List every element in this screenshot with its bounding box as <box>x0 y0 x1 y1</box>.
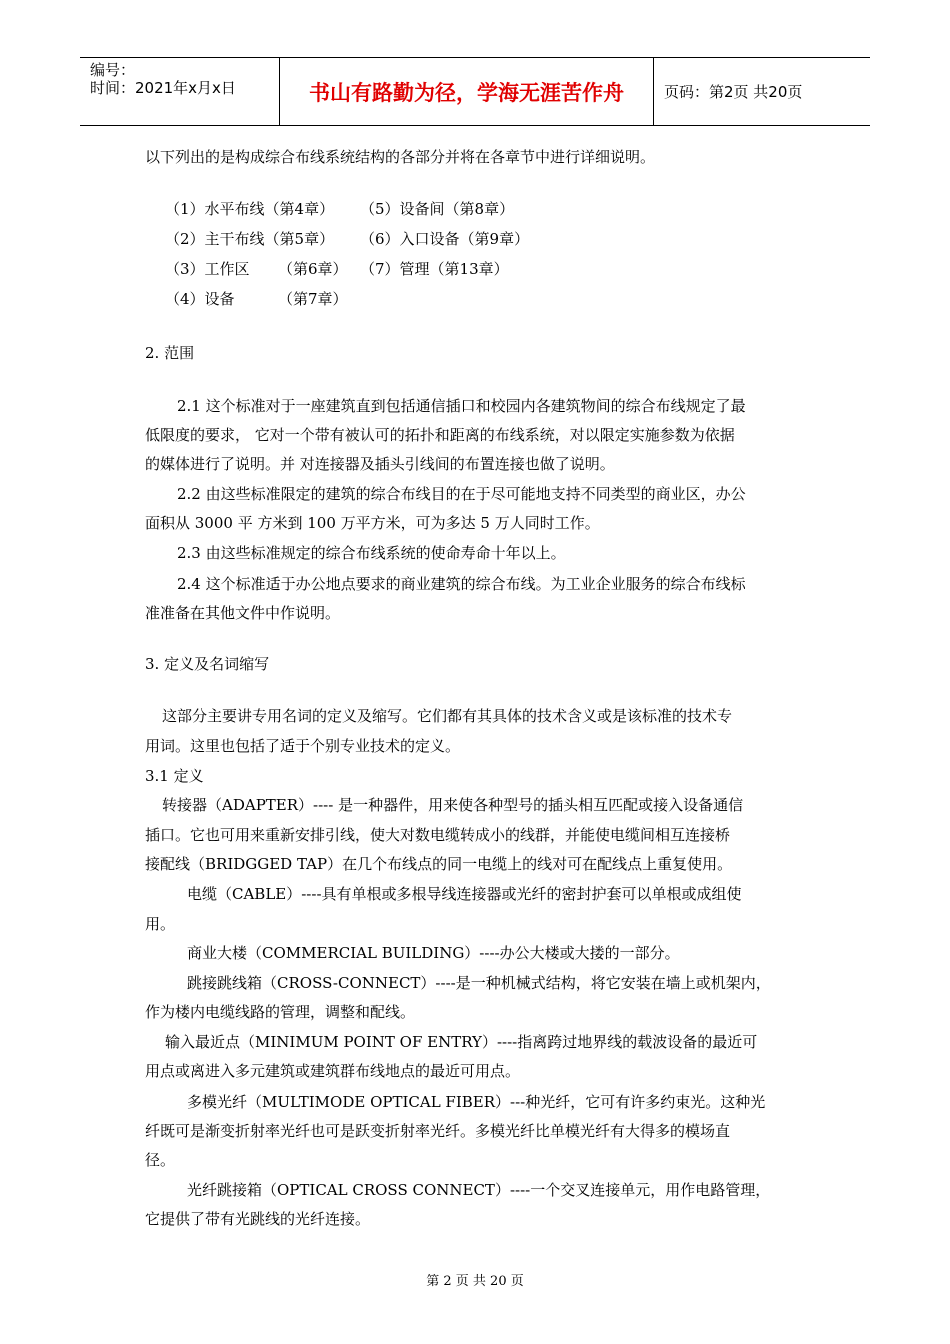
list-item: （4）设备 <box>165 290 235 308</box>
subsection-heading: 3.1 定义 <box>145 767 204 785</box>
list-item: （7）管理（第13章） <box>360 260 509 278</box>
text-line: 商业大楼（COMMERCIAL BUILDING）----办公大楼或大搂的一部分。 <box>187 944 680 962</box>
text-line: 2.3 由这些标准规定的综合布线系统的使命寿命十年以上。 <box>177 544 566 562</box>
text-line: 转接器（ADAPTER）---- 是一种器件，用来使各种型号的插头相互匹配或接入设备通信 <box>162 796 744 814</box>
list-item: （2）主干布线（第5章） <box>165 230 335 248</box>
document-date: 时间：2021年x月x日 <box>90 79 236 97</box>
text-line: 接配线（BRIDGGED TAP）在几个布线点的同一电缆上的线对可在配线点上重复使用。 <box>145 855 733 873</box>
section-heading: 3. 定义及名词缩写 <box>145 655 270 673</box>
page-header <box>80 57 870 126</box>
text-line: 它提供了带有光跳线的光纤连接。 <box>145 1210 371 1228</box>
text-line: 2.1 这个标准对于一座建筑直到包括通信插口和校园内各建筑物间的综合布线规定了最 <box>177 397 746 415</box>
text-line: 径。 <box>145 1151 176 1169</box>
list-item: （第7章） <box>278 290 348 308</box>
text-line: 的媒体进行了说明。并 对连接器及插头引线间的布置连接也做了说明。 <box>145 455 615 473</box>
header-motto: 书山有路勤为径，学海无涯苦作舟 <box>280 58 654 125</box>
section-heading: 2. 范围 <box>145 344 195 362</box>
text-line: 输入最近点（MINIMUM POINT OF ENTRY）----指离跨过地界线的载波设备的最近可 <box>165 1033 758 1051</box>
text-line: 跳接跳线箱（CROSS-CONNECT）----是一种机械式结构，将它安装在墙上或机架内， <box>187 974 771 992</box>
list-item: （5）设备间（第8章） <box>360 200 515 218</box>
text-line: 用词。这里也包括了适于个别专业技术的定义。 <box>145 737 461 755</box>
text-line: 这部分主要讲专用名词的定义及缩写。它们都有其具体的技术含义或是该标准的技术专 <box>162 707 733 725</box>
text-line: 电缆（CABLE）----具有单根或多根导线连接器或光纤的密封护套可以单根或成组使 <box>187 885 742 903</box>
text-line: 作为楼内电缆线路的管理，调整和配线。 <box>145 1003 416 1021</box>
text-line: 2.2 由这些标准限定的建筑的综合布线目的在于尽可能地支持不同类型的商业区，办公 <box>177 485 746 503</box>
text-line: 准准备在其他文件中作说明。 <box>145 604 341 622</box>
document-number-label: 编号： <box>90 61 136 79</box>
text-line: 光纤跳接箱（OPTICAL CROSS CONNECT）----一个交叉连接单元，用作电路管理， <box>187 1181 771 1199</box>
list-item: （1）水平布线（第4章） <box>165 200 335 218</box>
intro-paragraph: 以下列出的是构成综合布线系统结构的各部分并将在各章节中进行详细说明。 <box>145 148 656 166</box>
header-meta <box>80 58 280 125</box>
list-item: （6）入口设备（第9章） <box>360 230 530 248</box>
list-item: （第6章） <box>278 260 348 278</box>
text-line: 用点或离进入多元建筑或建筑群布线地点的最近可用点。 <box>145 1062 521 1080</box>
text-line: 纤既可是渐变折射率光纤也可是跃变折射率光纤。多模光纤比单模光纤有大得多的模场直 <box>145 1122 731 1140</box>
text-line: 面积从 3000 平 方米到 100 万平方米，可为多达 5 万人同时工作。 <box>145 514 600 532</box>
text-line: 插口。它也可用来重新安排引线，使大对数电缆转成小的线群，并能使电缆间相互连接桥 <box>145 826 731 844</box>
text-line: 低限度的要求， 它对一个带有被认可的拓扑和距离的布线系统，对以限定实施参数为依据 <box>145 426 735 444</box>
page-footer: 第 2 页 共 20 页 <box>426 1274 524 1289</box>
text-line: 多模光纤（MULTIMODE OPTICAL FIBER）---种光纤，它可有许多约束光。这种光 <box>187 1093 766 1111</box>
text-line: 2.4 这个标准适于办公地点要求的商业建筑的综合布线。为工业企业服务的综合布线标 <box>177 575 746 593</box>
text-line: 用。 <box>145 915 176 933</box>
list-item: （3）工作区 <box>165 260 250 278</box>
header-page-info: 页码：第2页 共20页 <box>664 83 803 101</box>
